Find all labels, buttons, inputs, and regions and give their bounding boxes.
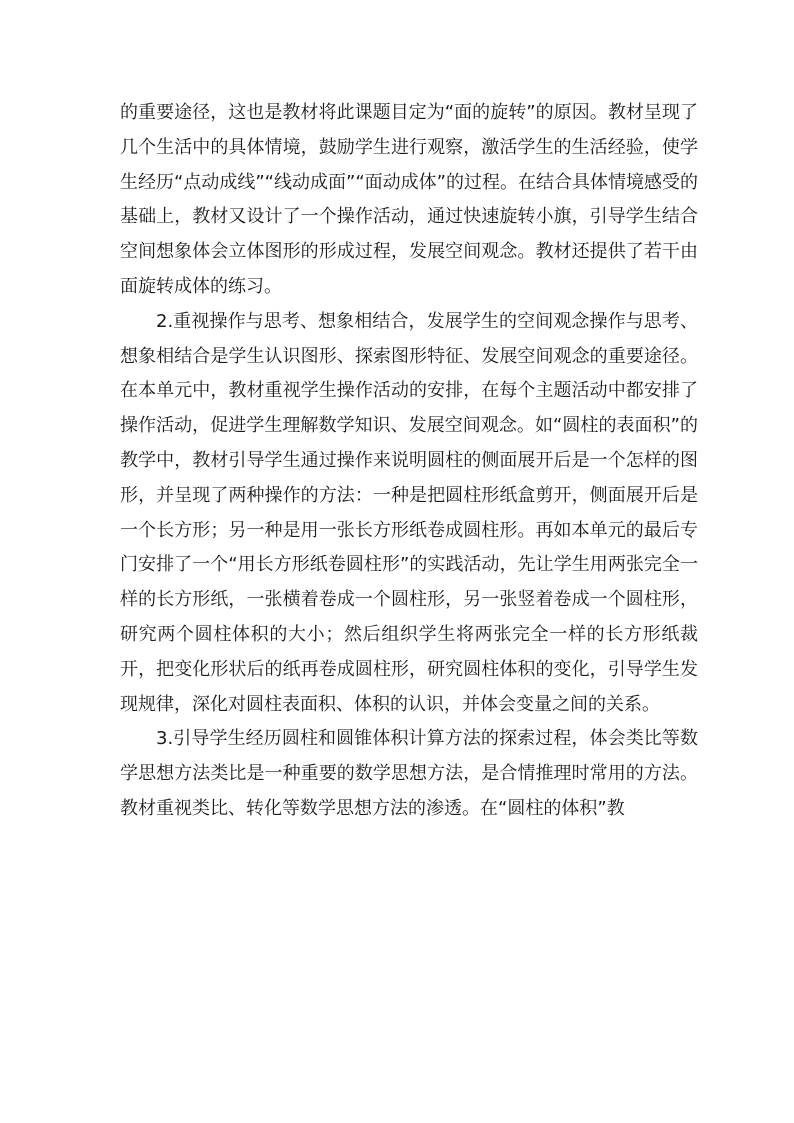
paragraph-1: 的重要途径，这也是教材将此课题目定为“面的旋转”的原因。教材呈现了几个生活中的具体情境，鼓励学生进行观察，激活学生的生活经验，使学生经历“点动成线”“线动成面”“面动成体”的过程。在结合具体情境感受的基础上，教材又设计了一个操作活动，通过快速旋转小旗，引导学生结合空间想象体会立体图形的形成过程，发展空间观念。教材还提供了若干由面旋转成体的练习。	[120, 102, 698, 297]
paragraph-2: 2.重视操作与思考、想象相结合，发展学生的空间观念操作与思考、想象相结合是学生认识图形、探索图形特征、发展空间观念的重要途径。在本单元中，教材重视学生操作活动的安排，在每个主题活动中都安排了操作活动，促进学生理解数学知识、发展空间观念。如“圆柱的表面积”的教学中，教材引导学生通过操作来说明圆柱的侧面展开后是一个怎样的图形，并呈现了两种操作的方法：一种是把圆柱形纸盒剪开，侧面展开后是一个长方形；另一种是用一张长方形纸卷成圆柱形。再如本单元的最后专门安排了一个“用长方形纸卷圆柱形”的实践活动，先让学生用两张完全一样的长方形纸，一张横着卷成一个圆柱形，另一张竖着卷成一个圆柱形，研究两个圆柱体积的大小；然后组织学生将两张完全一样的长方形纸裁开，把变化形状后的纸再卷成圆柱形，研究圆柱体积的变化，引导学生发现规律，深化对圆柱表面积、体积的认识，并体会变量之间的关系。	[120, 310, 698, 715]
paragraph-3: 3.引导学生经历圆柱和圆锥体积计算方法的探索过程，体会类比等数学思想方法类比是一种重要的数学思想方法，是合情推理时常用的方法。教材重视类比、转化等数学思想方法的渗透。在“圆柱的体积”教	[120, 728, 698, 819]
document-body	[120, 96, 698, 827]
